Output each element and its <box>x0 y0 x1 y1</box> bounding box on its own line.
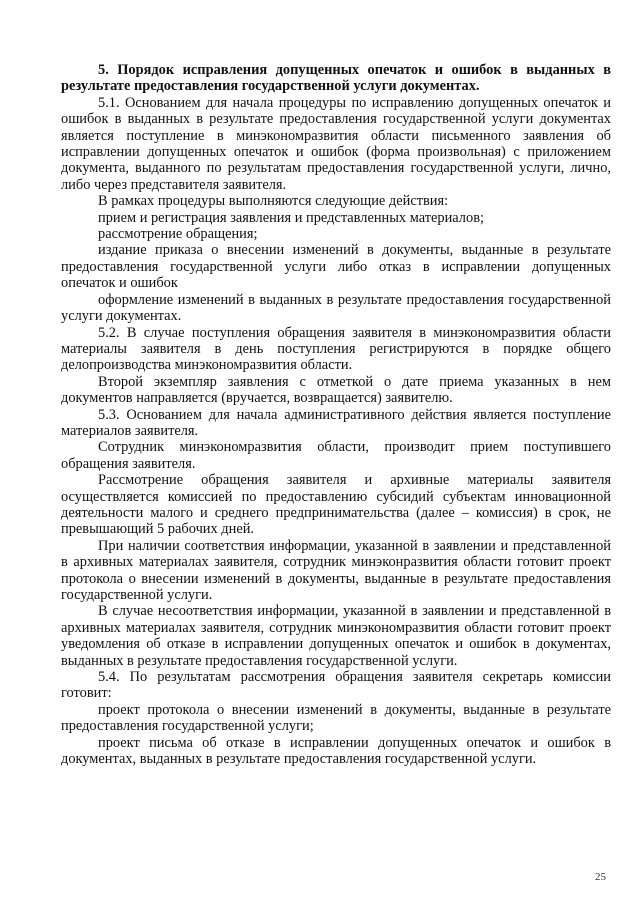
paragraph-actions-intro: В рамках процедуры выполняются следующие действия: <box>98 193 449 210</box>
page-number: 25 <box>595 871 606 883</box>
result-item-protocol: проект протокола о внесении изменений в документы, выданные в результате предоставления государственной услуги; <box>61 701 611 735</box>
result-item-refusal-letter: проект письма об отказе в исправлении допущенных опечаток и ошибок в документах, выданных в результате предоставления государственной услуги. <box>61 734 611 768</box>
paragraph-5-1: 5.1. Основанием для начала процедуры по исправлению допущенных опечаток и ошибок в выданных в результате предоставления государственной услуги документах является поступление в минэкономразвития области письменного заявления об исправлении допущенных опечаток и ошибок (форма произвольная) с приложением документа, выданного по результатам предоставления государственной услуги, лично, либо через представителя заявителя. <box>61 94 611 193</box>
section-heading: 5. Порядок исправления допущенных опечаток и ошибок в выданных в результате предоставления государственной услуги документах. <box>61 62 611 95</box>
paragraph-5-3: 5.3. Основанием для начала административного действия является поступление материалов заявителя. <box>61 406 611 439</box>
paragraph-match-case: При наличии соответствия информации, указанной в заявлении и представленной в архивных материалах заявителя, сотрудник минэконразвития области готовит проект протокола о внесении изменений в документы, выданные в результате предоставления государственной услуги. <box>61 537 611 603</box>
paragraph-employee-receipt: Сотрудник минэкономразвития области, производит прием поступившего обращения заявителя. <box>61 439 611 472</box>
action-item-registration: прием и регистрация заявления и представленных материалов; <box>98 209 484 226</box>
action-item-order: издание приказа о внесении изменений в документы, выданные в результате предоставления государственной услуги либо отказ в исправлении допущенных опечаток и ошибок <box>61 242 611 292</box>
action-item-review: рассмотрение обращения; <box>98 226 258 243</box>
paragraph-5-4: 5.4. По результатам рассмотрения обращения заявителя секретарь комиссии готовит: <box>61 669 611 702</box>
document-body <box>61 62 611 767</box>
paragraph-mismatch-case: В случае несоответствия информации, указанной в заявлении и представленной в архивных материалах заявителя, сотрудник минэкономразвития области готовит проект уведомления об отказе в исправлении допущенных опечаток и ошибок в документах, выданных в результате предоставления государственной услуги. <box>61 603 611 669</box>
paragraph-second-copy: Второй экземпляр заявления с отметкой о дате приема указанных в нем документов направляется (вручается, возвращается) заявителю. <box>61 373 611 407</box>
paragraph-commission-review: Рассмотрение обращения заявителя и архивные материалы заявителя осуществляется комиссией по предоставлению субсидий субъектам инновационной деятельности малого и среднего предпринимательства (далее – комиссия) в срок, не превышающий 5 рабочих дней. <box>61 472 611 538</box>
paragraph-5-2: 5.2. В случае поступления обращения заявителя в минэкономразвития области материалы заявителя в день поступления регистрируются в порядке общего делопроизводства минэкономразвития области. <box>61 324 611 374</box>
action-item-changes: оформление изменений в выданных в результате предоставления государственной услуги документах. <box>61 291 611 325</box>
